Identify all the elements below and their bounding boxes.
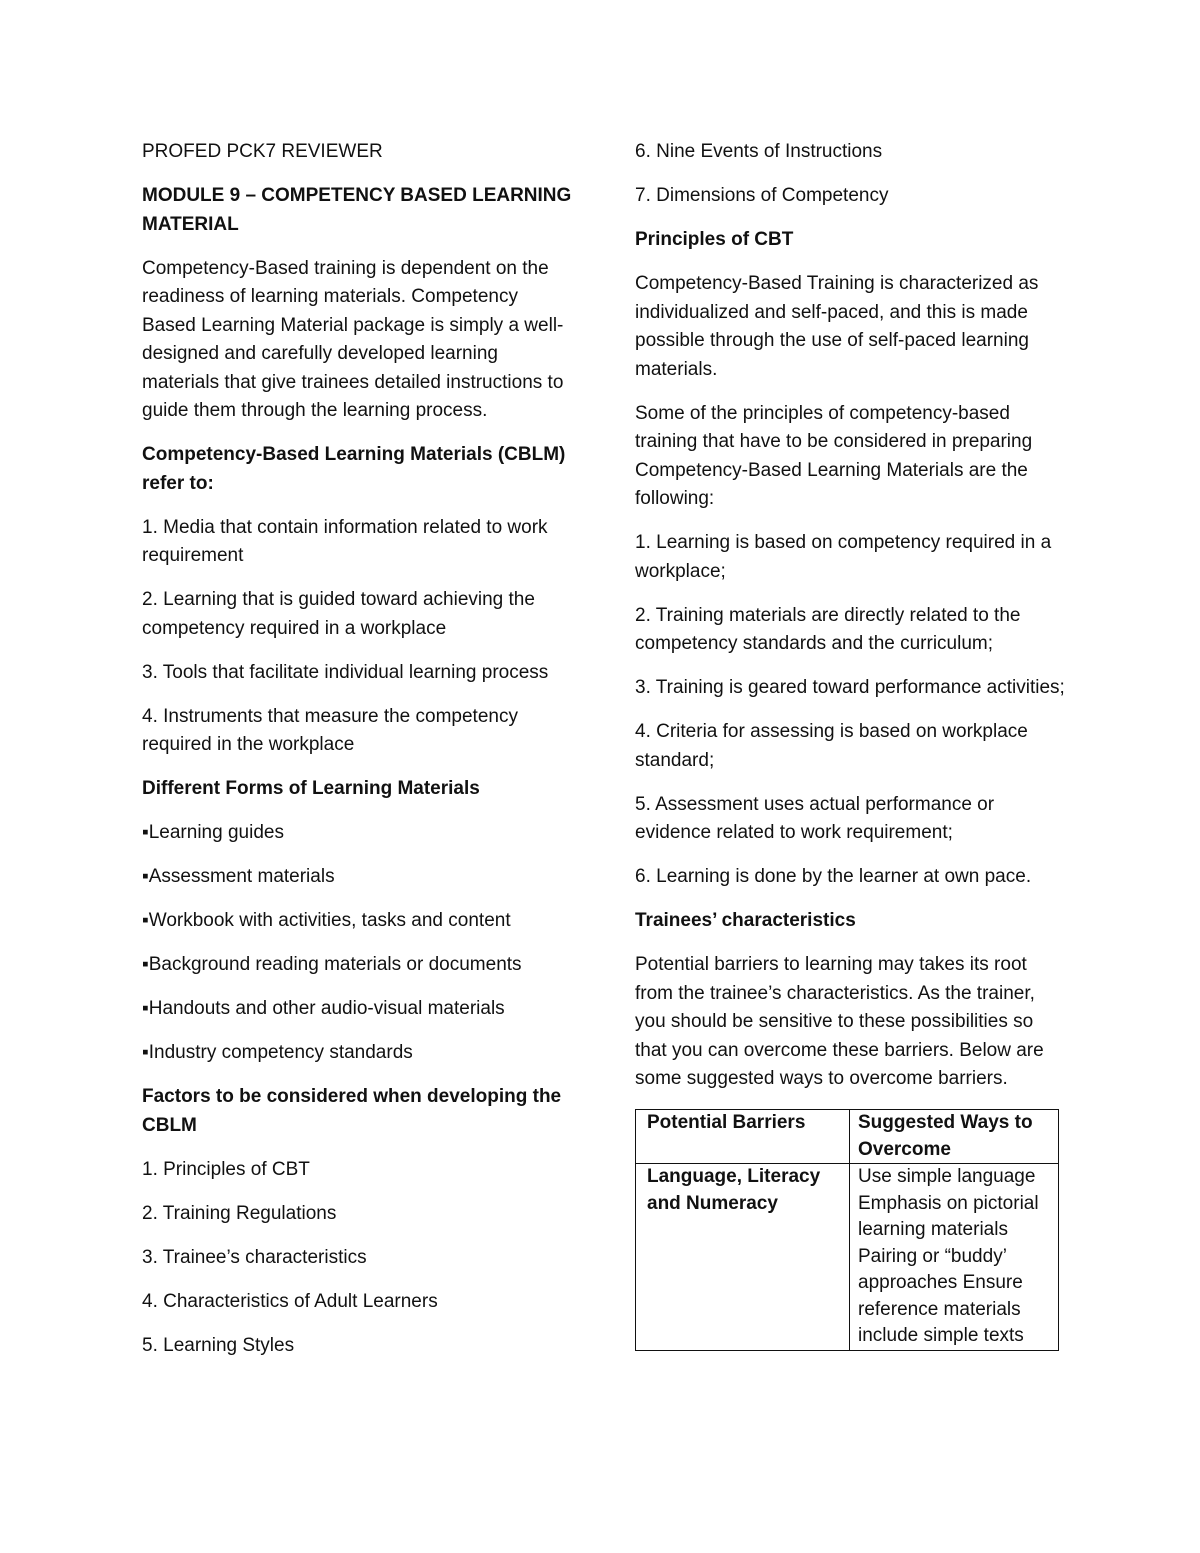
bullet-item: ▪Handouts and other audio-visual materials bbox=[142, 998, 505, 1019]
barriers-table bbox=[635, 1109, 1059, 1351]
table-header-cell: Potential Barriers bbox=[636, 1110, 850, 1164]
list-item: 3. Tools that facilitate individual learning process bbox=[142, 661, 549, 683]
bullet-item: ▪Learning guides bbox=[142, 822, 284, 843]
principles-paragraph-1: Competency-Based Training is characterized as individualized and self-paced, and this is made possible through the use of self-paced learning materials. bbox=[635, 273, 1039, 380]
list-item: 4. Characteristics of Adult Learners bbox=[142, 1290, 438, 1312]
trainees-paragraph: Potential barriers to learning may takes its root from the trainee’s characteristics. As the trainer, you should be sensitive to these possibilities so that you can overcome these barriers. Below are some suggested ways to overcome barriers. bbox=[635, 954, 1044, 1089]
list-item: 6. Learning is done by the learner at own pace. bbox=[635, 866, 1032, 887]
module-heading: MODULE 9 – COMPETENCY BASED LEARNING MATERIAL bbox=[142, 185, 572, 235]
table-row bbox=[636, 1164, 1059, 1351]
document-title: PROFED PCK7 REVIEWER bbox=[142, 141, 383, 162]
left-column bbox=[142, 138, 574, 1376]
trainees-heading: Trainees’ characteristics bbox=[635, 910, 856, 931]
forms-heading: Different Forms of Learning Materials bbox=[142, 778, 480, 799]
list-item: 1. Media that contain information related to work requirement bbox=[142, 516, 548, 566]
list-item: 6. Nine Events of Instructions bbox=[635, 141, 883, 162]
right-column bbox=[635, 138, 1065, 1351]
table-header-cell: Suggested Ways to Overcome bbox=[850, 1110, 1059, 1164]
list-item: 1. Learning is based on competency required in a workplace; bbox=[635, 532, 1052, 582]
intro-paragraph: Competency-Based training is dependent on the readiness of learning materials. Competency Based Learning Material package is simply a well-designed and carefully developed learning materials that give trainees detailed instructions to guide them through the learning process. bbox=[142, 257, 564, 421]
list-item: 3. Training is geared toward performance activities; bbox=[635, 677, 1065, 698]
bullet-item: ▪Workbook with activities, tasks and content bbox=[142, 910, 511, 931]
table-cell-barrier: Language, Literacy and Numeracy bbox=[636, 1164, 850, 1351]
factors-heading: Factors to be considered when developing the CBLM bbox=[142, 1086, 562, 1136]
list-item: 4. Instruments that measure the competency required in the workplace bbox=[142, 705, 518, 755]
list-item: 7. Dimensions of Competency bbox=[635, 185, 889, 206]
cblm-heading: Competency-Based Learning Materials (CBLM) refer to: bbox=[142, 444, 566, 494]
principles-paragraph-2: Some of the principles of competency-based training that have to be considered in preparing Competency-Based Learning Materials are the following: bbox=[635, 402, 1033, 509]
list-item: 2. Training Regulations bbox=[142, 1202, 337, 1224]
list-item: 5. Assessment uses actual performance or evidence related to work requirement; bbox=[635, 793, 995, 843]
principles-heading: Principles of CBT bbox=[635, 229, 794, 250]
table-header-row bbox=[636, 1110, 1059, 1164]
bullet-item: ▪Background reading materials or documents bbox=[142, 954, 522, 975]
bullet-item: ▪Industry competency standards bbox=[142, 1042, 413, 1063]
list-item: 5. Learning Styles bbox=[142, 1334, 295, 1356]
bullet-item: ▪Assessment materials bbox=[142, 866, 335, 887]
table-cell-ways: Use simple language Emphasis on pictorial learning materials Pairing or “buddy’ approaches Ensure reference materials include simple texts bbox=[850, 1164, 1059, 1351]
list-item: 2. Learning that is guided toward achieving the competency required in a workplace bbox=[142, 589, 535, 639]
list-item: 1. Principles of CBT bbox=[142, 1158, 310, 1180]
list-item: 2. Training materials are directly related to the competency standards and the curriculum; bbox=[635, 604, 1021, 654]
list-item: 3. Trainee’s characteristics bbox=[142, 1246, 367, 1268]
list-item: 4. Criteria for assessing is based on workplace standard; bbox=[635, 721, 1028, 771]
